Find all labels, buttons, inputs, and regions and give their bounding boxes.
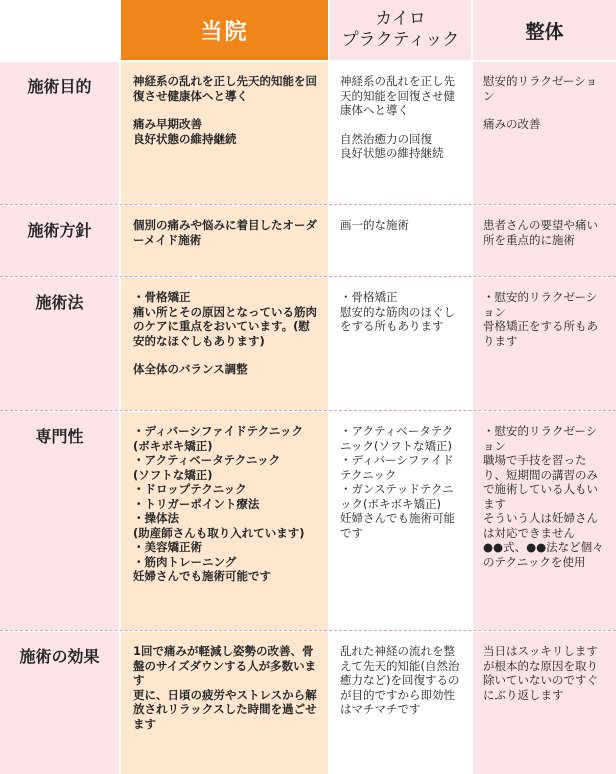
cell-seitai — [473, 632, 616, 774]
cell-text-line: 自然治癒力の回復 — [340, 131, 432, 146]
cell-text-line: ・ディバーシファイドテクニック — [133, 424, 303, 438]
cell-text-line: 慰安的な筋肉のほぐしをする所もあります — [340, 304, 455, 333]
header-seitai: 整体 — [473, 0, 616, 60]
cell-ours — [121, 632, 328, 774]
cell-text-line: ・骨格矯正 — [133, 290, 191, 304]
cell-text-line: ・慰安的リラクゼーション — [483, 424, 598, 453]
cell-text-line: (ボキボキ矯正) — [133, 438, 213, 453]
cell-chiropractic — [330, 632, 471, 774]
cell-text-line: ・アクティベータテクニック — [133, 453, 281, 467]
cell-text-line: ・アクティベータテクニック(ソフトな矯正) — [340, 424, 454, 453]
cell-ours — [121, 62, 328, 204]
cell-text-line: 乱れた神経の流れを整えて先天的知能(自然治癒力など)を回復するのが目的ですから即効性はマチマチです — [340, 644, 460, 716]
header-ours: 当院 — [121, 0, 328, 60]
cell-text-line: 神経系の乱れを正し先天的知能を回復させ健康体へと導く — [133, 74, 317, 103]
cell-chiropractic — [330, 62, 471, 204]
cell-text-line: ・トリガーポイント療法 — [133, 496, 260, 511]
cell-text-line: 痛い所とその原因となっている筋肉のケアに重点をおいています。(慰安的なほぐしもあります) — [133, 304, 317, 348]
cell-text-line — [133, 348, 318, 362]
row-label: 専門性 — [0, 412, 119, 630]
cell-text-line: ・操体法 — [133, 511, 179, 525]
row-label: 施術方針 — [0, 206, 119, 276]
cell-text-line: ●●式、●●法など個々のテクニックを使用 — [483, 540, 604, 569]
cell-text-line: 個別の痛みや悩みに着目したオーダーメイド施術 — [133, 218, 317, 247]
row-label: 施術の効果 — [0, 632, 119, 774]
header-chiropractic-line: カイロ — [375, 9, 426, 29]
cell-text-line: ・ドロップテクニック — [133, 482, 247, 496]
cell-text-line: ・美容矯正術 — [133, 540, 202, 554]
cell-text-line: 神経系の乱れを正し先天的知能を回復させ健康体へと導く — [340, 74, 455, 117]
cell-seitai — [473, 206, 616, 276]
row-divider — [0, 276, 616, 278]
cell-text-line: 痛みの改善 — [483, 117, 541, 131]
cell-text-line: (ソフトな矯正) — [133, 467, 213, 482]
cell-text-line: 痛み早期改善 — [133, 117, 202, 131]
cell-text-line: ・筋肉トレーニング — [133, 554, 237, 569]
cell-chiropractic — [330, 206, 471, 276]
header-chiropractic-line: プラクティック — [341, 30, 460, 50]
cell-text-line: そういう人は妊婦さんは対応できません — [483, 511, 598, 540]
row-label: 施術法 — [0, 278, 119, 410]
cell-text-line: ・ディバーシファイドテクニック — [340, 453, 454, 482]
cell-text-line: 体全体のバランス調整 — [133, 362, 248, 376]
row-divider — [0, 204, 616, 206]
cell-text-line: 職場で手技を習ったり、短期間の講習のみで施術している人もいます — [483, 453, 598, 511]
cell-text-line: 骨格矯正をする所もあります — [483, 319, 598, 348]
cell-chiropractic — [330, 278, 471, 410]
cell-text-line — [340, 118, 463, 132]
cell-text-line: 患者さんの要望や痛い所を重点的に施術 — [483, 218, 598, 247]
cell-text-line: ・骨格矯正 — [340, 290, 398, 304]
cell-seitai — [473, 62, 616, 204]
cell-text-line: 当日はスッキリしますが根本的な原因を取り除いていないのですぐにぶり返します — [483, 644, 598, 702]
cell-text-line: ・ガンステッドテクニック(ボキボキ矯正) — [340, 482, 454, 511]
cell-text-line: 妊婦さんでも施術可能です — [340, 511, 455, 540]
row-label: 施術目的 — [0, 62, 119, 204]
cell-text-line: 画一的な施術 — [340, 218, 409, 232]
cell-text-line: 妊婦さんでも施術可能です — [133, 569, 271, 583]
cell-chiropractic — [330, 412, 471, 630]
cell-text-line: ・慰安的リラクゼーション — [483, 290, 598, 319]
cell-seitai — [473, 412, 616, 630]
cell-text-line: 良好状態の維持継続 — [340, 146, 444, 160]
cell-text-line: 慰安的リラクゼーション — [483, 74, 598, 103]
cell-text-line — [483, 103, 608, 117]
row-divider — [0, 630, 616, 632]
row-divider — [0, 410, 616, 412]
cell-seitai — [473, 278, 616, 410]
cell-text-line: 更に、日頃の疲労やストレスから解放されリラックスした時間を過ごせます — [133, 687, 317, 731]
cell-text-line — [133, 103, 318, 117]
cell-ours — [121, 206, 328, 276]
cell-ours — [121, 278, 328, 410]
cell-text-line: 良好状態の維持継続 — [133, 131, 237, 146]
cell-ours — [121, 412, 328, 630]
header-chiropractic — [330, 0, 471, 60]
cell-text-line: 1回で痛みが軽減し姿勢の改善、骨盤のサイズダウンする人が多数います — [133, 644, 317, 687]
cell-text-line: (助産師さんも取り入れています) — [133, 525, 305, 540]
